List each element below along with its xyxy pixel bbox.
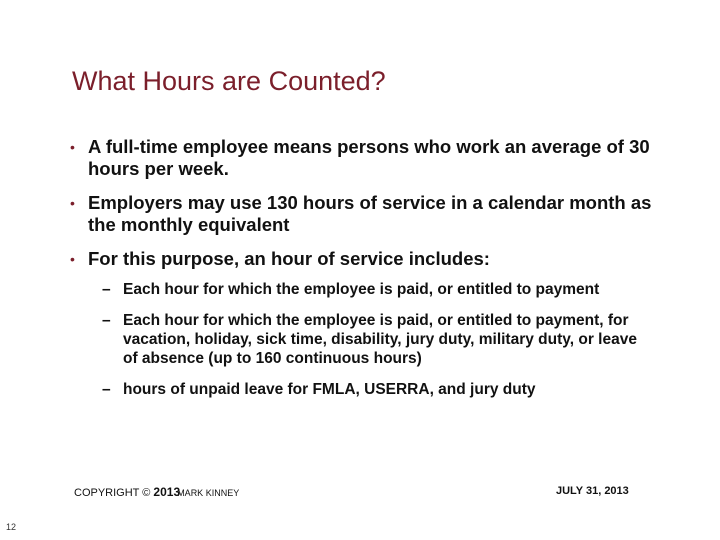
sub-bullet-marker: – bbox=[102, 312, 111, 329]
bullet-list bbox=[70, 136, 670, 411]
footer-date: JULY 31, 2013 bbox=[556, 485, 629, 497]
sub-bullet-marker: – bbox=[102, 381, 111, 398]
sub-bullet-list bbox=[102, 280, 642, 399]
bullet-text: A full-time employee means persons who work an average of 30 hours per week. bbox=[88, 136, 650, 179]
bullet-item bbox=[70, 248, 670, 270]
bullet-marker: • bbox=[70, 195, 75, 211]
bullet-text: For this purpose, an hour of service includes: bbox=[88, 248, 490, 269]
bullet-item bbox=[70, 192, 670, 236]
sub-bullet-marker: – bbox=[102, 281, 111, 298]
bullet-text: Employers may use 130 hours of service in a calendar month as the monthly equivalent bbox=[88, 192, 652, 235]
bullet-item bbox=[70, 136, 670, 180]
sub-bullet-item bbox=[102, 280, 642, 299]
sub-bullet-item bbox=[102, 311, 642, 368]
sub-bullet-text: Each hour for which the employee is paid, or entitled to payment bbox=[123, 281, 600, 298]
sub-bullet-text: Each hour for which the employee is paid, or entitled to payment, for vacation, holiday, sick time, disability, jury duty, military duty, or leave of absence (up to 160 continuous hours) bbox=[123, 312, 637, 367]
bullet-marker: • bbox=[70, 139, 75, 155]
copyright-author: MARK KINNEY bbox=[177, 488, 240, 498]
copyright-label: COPYRIGHT © bbox=[74, 487, 151, 499]
footer-copyright bbox=[74, 485, 239, 499]
copyright-year: 2013 bbox=[153, 485, 181, 499]
sub-bullet-item bbox=[102, 380, 642, 399]
slide-title: What Hours are Counted? bbox=[72, 66, 386, 96]
page-number: 12 bbox=[6, 522, 17, 532]
bullet-marker: • bbox=[70, 251, 75, 267]
sub-bullet-text: hours of unpaid leave for FMLA, USERRA, and jury duty bbox=[123, 381, 536, 398]
